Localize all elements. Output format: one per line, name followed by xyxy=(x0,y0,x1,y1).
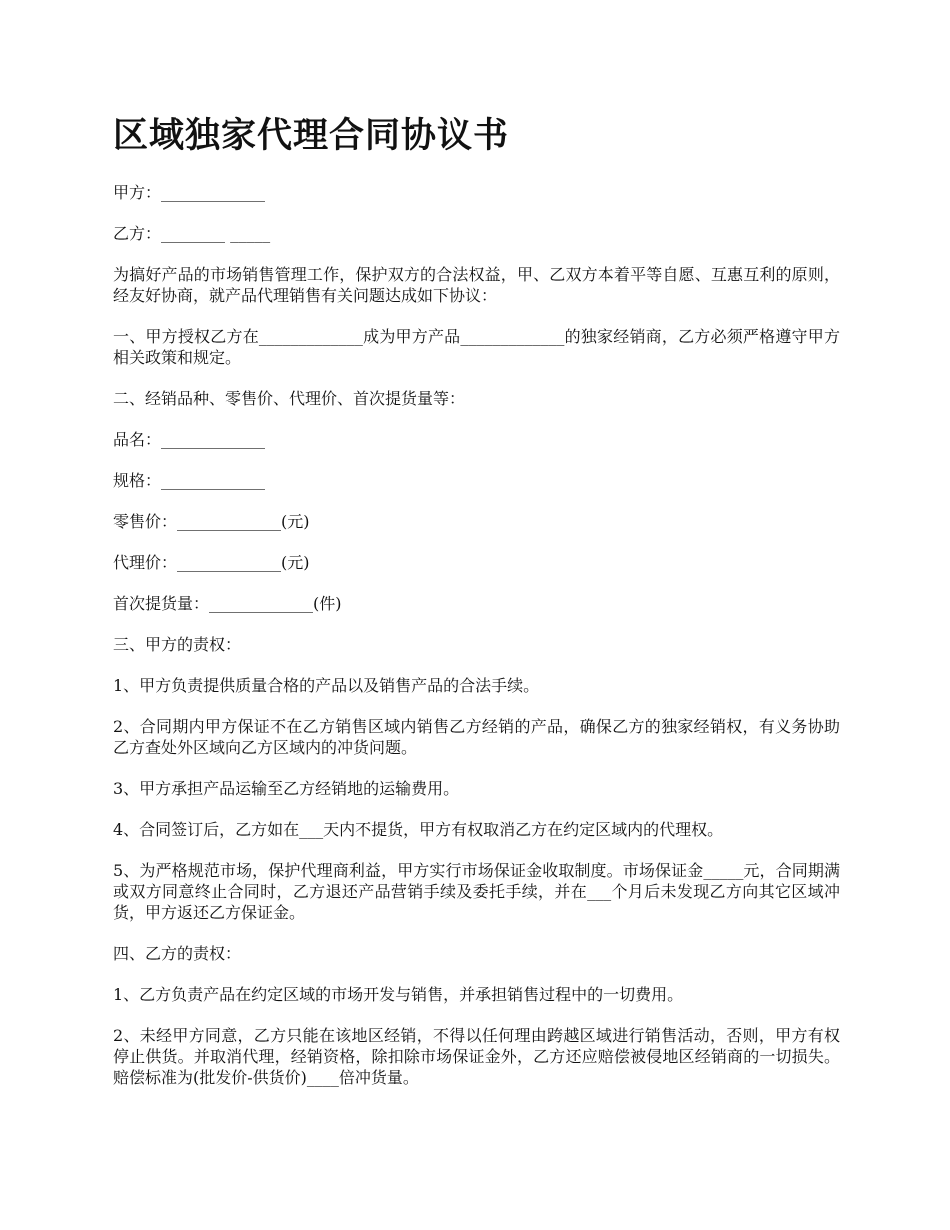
party-b-duty-1: 1、乙方负责产品在约定区域的市场开发与销售，并承担销售过程中的一切费用。 xyxy=(113,985,684,1004)
retail-price-line: 零售价：_____________(元) xyxy=(113,512,310,531)
first-order-quantity-line: 首次提货量：_____________(件) xyxy=(113,594,342,613)
party-b-line: 乙方：________ _____ xyxy=(113,224,271,243)
party-b-duty-2: 2、未经甲方同意，乙方只能在该地区经销，不得以任何理由跨越区域进行销售活动，否则，甲方有权停止供货。并取消代理，经销资格，除扣除市场保证金外，乙方还应赔偿被侵地区经销商的一切损失。赔偿标准为(批发价-供货价)____倍冲货量。 xyxy=(113,1026,840,1087)
preamble-paragraph: 为搞好产品的市场销售管理工作，保护双方的合法权益，甲、乙双方本着平等自愿、互惠互利的原则，经友好协商，就产品代理销售有关问题达成如下协议： xyxy=(113,265,840,305)
party-a-duty-1: 1、甲方负责提供质量合格的产品以及销售产品的合法手续。 xyxy=(113,676,540,695)
party-a-duty-2: 2、合同期内甲方保证不在乙方销售区域内销售乙方经销的产品，确保乙方的独家经销权，有义务协助乙方查处外区域向乙方区域内的冲货问题。 xyxy=(113,717,840,757)
section-2-heading: 二、经销品种、零售价、代理价、首次提货量等： xyxy=(113,389,466,408)
specification-line: 规格：_____________ xyxy=(113,471,266,490)
document-title: 区域独家代理合同协议书 xyxy=(113,116,510,156)
agent-price-line: 代理价：_____________(元) xyxy=(113,553,310,572)
document-page xyxy=(113,112,840,1108)
party-a-duty-4: 4、合同签订后，乙方如在___天内不提货，甲方有权取消乙方在约定区域内的代理权。 xyxy=(113,820,724,839)
clause-1-authorization: 一、甲方授权乙方在_____________成为甲方产品_____________的独家经销商，乙方必须严格遵守甲方相关政策和规定。 xyxy=(113,327,840,367)
party-a-line: 甲方：_____________ xyxy=(113,183,266,202)
section-4-heading: 四、乙方的责权： xyxy=(113,944,242,963)
product-name-line: 品名：_____________ xyxy=(113,430,266,449)
party-a-duty-5: 5、为严格规范市场，保护代理商利益，甲方实行市场保证金收取制度。市场保证金_____元，合同期满或双方同意终止合同时，乙方退还产品营销手续及委托手续，并在___个月后未发现乙方向其它区域冲货，甲方返还乙方保证金。 xyxy=(113,861,840,922)
section-3-heading: 三、甲方的责权： xyxy=(113,635,242,654)
party-a-duty-3: 3、甲方承担产品运输至乙方经销地的运输费用。 xyxy=(113,779,460,798)
